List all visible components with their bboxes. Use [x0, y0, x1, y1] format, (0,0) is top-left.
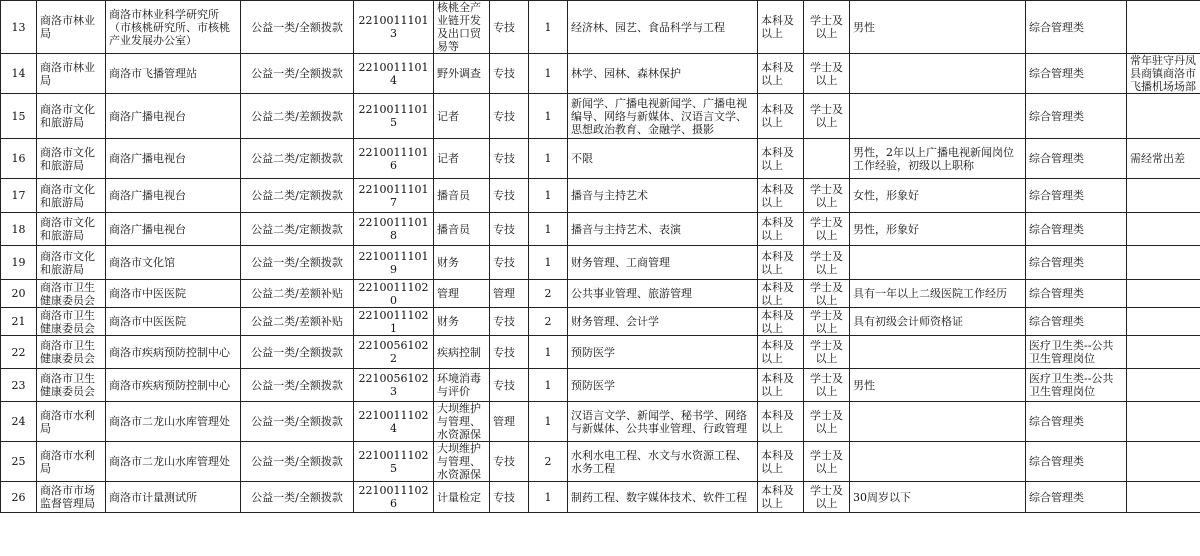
cell-position-name: 野外调查 — [434, 54, 490, 94]
cell-position-name: 播音员 — [434, 179, 490, 213]
cell-exam-category: 综合管理类 — [1026, 246, 1127, 280]
cell-category: 专技 — [490, 179, 529, 213]
table-row — [1, 482, 1200, 513]
cell-other-requirements: 男性，2年以上广播电视新闻岗位工作经验，初级以上职称 — [850, 139, 1026, 179]
cell-unit: 商洛广播电视台 — [106, 94, 241, 139]
cell-note — [1127, 402, 1200, 442]
cell-unit: 商洛市疾病预防控制中心 — [106, 369, 241, 402]
cell-exam-category: 综合管理类 — [1026, 308, 1127, 336]
cell-department: 商洛市文化和旅游局 — [37, 94, 106, 139]
cell-department: 商洛市文化和旅游局 — [37, 213, 106, 246]
cell-position-code: 22100561022 — [354, 336, 434, 369]
cell-unit-type: 公益二类/定额拨款 — [241, 179, 354, 213]
cell-category: 专技 — [490, 369, 529, 402]
cell-department: 商洛市卫生健康委员会 — [37, 308, 106, 336]
cell-other-requirements: 男性，形象好 — [850, 213, 1026, 246]
cell-count: 1 — [529, 369, 568, 402]
cell-position-name: 疾病控制 — [434, 336, 490, 369]
cell-position-name: 记者 — [434, 94, 490, 139]
cell-other-requirements — [850, 54, 1026, 94]
cell-position-code: 22100561023 — [354, 369, 434, 402]
cell-position-code: 22100111026 — [354, 482, 434, 513]
cell-count: 1 — [529, 179, 568, 213]
table-row — [1, 54, 1200, 94]
cell-major: 财务管理、工商管理 — [568, 246, 758, 280]
cell-exam-category: 综合管理类 — [1026, 402, 1127, 442]
cell-degree: 学士及以上 — [804, 1, 850, 54]
cell-education: 本科及以上 — [758, 246, 804, 280]
cell-category: 专技 — [490, 213, 529, 246]
cell-category: 管理 — [490, 402, 529, 442]
cell-degree: 学士及以上 — [804, 336, 850, 369]
cell-category: 专技 — [490, 1, 529, 54]
cell-seq: 24 — [1, 402, 37, 442]
cell-unit-type: 公益一类/全额拨款 — [241, 246, 354, 280]
table-row — [1, 280, 1200, 308]
cell-other-requirements: 男性 — [850, 369, 1026, 402]
cell-degree: 学士及以上 — [804, 179, 850, 213]
cell-seq: 26 — [1, 482, 37, 513]
cell-count: 2 — [529, 442, 568, 482]
cell-note — [1127, 442, 1200, 482]
table-row — [1, 1, 1200, 54]
cell-seq: 23 — [1, 369, 37, 402]
cell-major: 制药工程、数字媒体技术、软件工程 — [568, 482, 758, 513]
table-row — [1, 402, 1200, 442]
cell-education: 本科及以上 — [758, 442, 804, 482]
cell-count: 1 — [529, 213, 568, 246]
cell-department: 商洛市文化和旅游局 — [37, 139, 106, 179]
cell-position-code: 22100111014 — [354, 54, 434, 94]
cell-exam-category: 综合管理类 — [1026, 213, 1127, 246]
cell-count: 1 — [529, 1, 568, 54]
cell-position-name: 播音员 — [434, 213, 490, 246]
cell-education: 本科及以上 — [758, 139, 804, 179]
cell-department: 商洛市文化和旅游局 — [37, 246, 106, 280]
cell-unit-type: 公益一类/全额拨款 — [241, 369, 354, 402]
cell-seq: 21 — [1, 308, 37, 336]
cell-position-name: 大坝维护与管理、水资源保 — [434, 402, 490, 442]
cell-category: 专技 — [490, 54, 529, 94]
cell-education: 本科及以上 — [758, 482, 804, 513]
table-row — [1, 442, 1200, 482]
cell-count: 1 — [529, 139, 568, 179]
cell-other-requirements: 女性，形象好 — [850, 179, 1026, 213]
cell-position-code: 22100111015 — [354, 94, 434, 139]
cell-seq: 22 — [1, 336, 37, 369]
cell-major: 播音与主持艺术、表演 — [568, 213, 758, 246]
cell-position-code: 22100111016 — [354, 139, 434, 179]
cell-education: 本科及以上 — [758, 179, 804, 213]
cell-unit-type: 公益一类/全额拨款 — [241, 482, 354, 513]
cell-exam-category: 综合管理类 — [1026, 442, 1127, 482]
cell-position-code: 22100111017 — [354, 179, 434, 213]
cell-unit: 商洛市二龙山水库管理处 — [106, 442, 241, 482]
table-row — [1, 369, 1200, 402]
cell-position-code: 22100111019 — [354, 246, 434, 280]
cell-other-requirements — [850, 246, 1026, 280]
cell-degree: 学士及以上 — [804, 442, 850, 482]
cell-category: 专技 — [490, 308, 529, 336]
cell-unit-type: 公益二类/差额补贴 — [241, 308, 354, 336]
cell-category: 专技 — [490, 336, 529, 369]
cell-department: 商洛市林业局 — [37, 1, 106, 54]
cell-category: 管理 — [490, 280, 529, 308]
cell-major: 水利水电工程、水文与水资源工程、水务工程 — [568, 442, 758, 482]
cell-note — [1127, 280, 1200, 308]
table-row — [1, 139, 1200, 179]
cell-unit: 商洛广播电视台 — [106, 139, 241, 179]
cell-position-name: 计量检定 — [434, 482, 490, 513]
cell-note: 需经常出差 — [1127, 139, 1200, 179]
cell-position-code: 22100111025 — [354, 442, 434, 482]
cell-seq: 19 — [1, 246, 37, 280]
cell-position-code: 22100111020 — [354, 280, 434, 308]
cell-count: 1 — [529, 94, 568, 139]
cell-other-requirements: 30周岁以下 — [850, 482, 1026, 513]
table-row — [1, 94, 1200, 139]
cell-position-name: 核桃全产业链开发及出口贸易等 — [434, 1, 490, 54]
cell-seq: 13 — [1, 1, 37, 54]
cell-category: 专技 — [490, 94, 529, 139]
cell-unit-type: 公益二类/差额补贴 — [241, 280, 354, 308]
cell-seq: 20 — [1, 280, 37, 308]
cell-position-code: 22100111013 — [354, 1, 434, 54]
cell-seq: 25 — [1, 442, 37, 482]
cell-count: 1 — [529, 482, 568, 513]
cell-major: 经济林、园艺、食品科学与工程 — [568, 1, 758, 54]
cell-other-requirements — [850, 402, 1026, 442]
cell-unit: 商洛市林业科学研究所（市核桃研究所、市核桃产业发展办公室） — [106, 1, 241, 54]
table-row — [1, 308, 1200, 336]
cell-exam-category: 医疗卫生类--公共卫生管理岗位 — [1026, 336, 1127, 369]
cell-other-requirements: 男性 — [850, 1, 1026, 54]
cell-exam-category: 综合管理类 — [1026, 179, 1127, 213]
cell-position-name: 环境消毒与评价 — [434, 369, 490, 402]
cell-unit: 商洛市疾病预防控制中心 — [106, 336, 241, 369]
cell-count: 1 — [529, 246, 568, 280]
cell-exam-category: 综合管理类 — [1026, 54, 1127, 94]
cell-seq: 15 — [1, 94, 37, 139]
cell-other-requirements — [850, 94, 1026, 139]
cell-education: 本科及以上 — [758, 402, 804, 442]
cell-seq: 17 — [1, 179, 37, 213]
cell-major: 新闻学、广播电视新闻学、广播电视编导、网络与新媒体、汉语言文学、思想政治教育、金融学、摄影 — [568, 94, 758, 139]
cell-unit: 商洛市中医医院 — [106, 308, 241, 336]
cell-unit-type: 公益二类/定额拨款 — [241, 139, 354, 179]
table-row — [1, 213, 1200, 246]
table-row — [1, 336, 1200, 369]
cell-education: 本科及以上 — [758, 213, 804, 246]
cell-unit-type: 公益一类/全额拨款 — [241, 442, 354, 482]
cell-education: 本科及以上 — [758, 280, 804, 308]
cell-note — [1127, 482, 1200, 513]
cell-other-requirements: 具有初级会计师资格证 — [850, 308, 1026, 336]
cell-count: 1 — [529, 402, 568, 442]
cell-department: 商洛市卫生健康委员会 — [37, 336, 106, 369]
cell-other-requirements: 具有一年以上二级医院工作经历 — [850, 280, 1026, 308]
cell-degree: 学士及以上 — [804, 94, 850, 139]
cell-department: 商洛市卫生健康委员会 — [37, 369, 106, 402]
cell-seq: 14 — [1, 54, 37, 94]
table-row — [1, 179, 1200, 213]
cell-degree: 学士及以上 — [804, 213, 850, 246]
cell-category: 专技 — [490, 482, 529, 513]
cell-unit: 商洛市飞播管理站 — [106, 54, 241, 94]
cell-unit-type: 公益一类/全额拨款 — [241, 402, 354, 442]
cell-position-name: 管理 — [434, 280, 490, 308]
cell-exam-category: 综合管理类 — [1026, 1, 1127, 54]
cell-degree: 学士及以上 — [804, 369, 850, 402]
cell-major: 汉语言文学、新闻学、秘书学、网络与新媒体、公共事业管理、行政管理 — [568, 402, 758, 442]
cell-unit-type: 公益一类/全额拨款 — [241, 336, 354, 369]
cell-note — [1127, 1, 1200, 54]
cell-other-requirements — [850, 336, 1026, 369]
cell-unit: 商洛市中医医院 — [106, 280, 241, 308]
cell-degree: 学士及以上 — [804, 308, 850, 336]
table-row — [1, 246, 1200, 280]
cell-exam-category: 综合管理类 — [1026, 482, 1127, 513]
cell-major: 播音与主持艺术 — [568, 179, 758, 213]
cell-note — [1127, 179, 1200, 213]
cell-position-name: 记者 — [434, 139, 490, 179]
cell-count: 1 — [529, 336, 568, 369]
cell-position-code: 22100111024 — [354, 402, 434, 442]
cell-major: 林学、园林、森林保护 — [568, 54, 758, 94]
cell-position-name: 大坝维护与管理、水资源保 — [434, 442, 490, 482]
cell-department: 商洛市市场监督管理局 — [37, 482, 106, 513]
cell-category: 专技 — [490, 442, 529, 482]
cell-department: 商洛市水利局 — [37, 442, 106, 482]
cell-unit-type: 公益二类/定额拨款 — [241, 213, 354, 246]
cell-position-code: 22100111018 — [354, 213, 434, 246]
cell-degree: 学士及以上 — [804, 246, 850, 280]
cell-count: 2 — [529, 308, 568, 336]
cell-degree — [804, 139, 850, 179]
cell-note — [1127, 213, 1200, 246]
cell-unit-type: 公益二类/差额拨款 — [241, 94, 354, 139]
cell-note — [1127, 308, 1200, 336]
cell-seq: 16 — [1, 139, 37, 179]
cell-note — [1127, 369, 1200, 402]
cell-major: 不限 — [568, 139, 758, 179]
cell-seq: 18 — [1, 213, 37, 246]
cell-education: 本科及以上 — [758, 336, 804, 369]
cell-exam-category: 医疗卫生类--公共卫生管理岗位 — [1026, 369, 1127, 402]
cell-department: 商洛市水利局 — [37, 402, 106, 442]
cell-unit: 商洛广播电视台 — [106, 179, 241, 213]
cell-education: 本科及以上 — [758, 94, 804, 139]
cell-note — [1127, 94, 1200, 139]
cell-position-name: 财务 — [434, 308, 490, 336]
cell-unit-type: 公益一类/全额拨款 — [241, 1, 354, 54]
cell-education: 本科及以上 — [758, 54, 804, 94]
cell-major: 预防医学 — [568, 369, 758, 402]
cell-unit: 商洛市二龙山水库管理处 — [106, 402, 241, 442]
cell-education: 本科及以上 — [758, 308, 804, 336]
cell-position-code: 22100111021 — [354, 308, 434, 336]
cell-category: 专技 — [490, 246, 529, 280]
cell-note: 常年驻守丹凤县商镇商洛市飞播机场场部 — [1127, 54, 1200, 94]
cell-degree: 学士及以上 — [804, 482, 850, 513]
cell-other-requirements — [850, 442, 1026, 482]
cell-degree: 学士及以上 — [804, 280, 850, 308]
cell-department: 商洛市林业局 — [37, 54, 106, 94]
cell-category: 专技 — [490, 139, 529, 179]
cell-unit: 商洛市文化馆 — [106, 246, 241, 280]
cell-exam-category: 综合管理类 — [1026, 139, 1127, 179]
cell-department: 商洛市卫生健康委员会 — [37, 280, 106, 308]
cell-unit-type: 公益一类/全额拨款 — [241, 54, 354, 94]
cell-exam-category: 综合管理类 — [1026, 94, 1127, 139]
cell-major: 财务管理、会计学 — [568, 308, 758, 336]
cell-unit: 商洛市计量测试所 — [106, 482, 241, 513]
cell-count: 1 — [529, 54, 568, 94]
cell-note — [1127, 246, 1200, 280]
cell-unit: 商洛广播电视台 — [106, 213, 241, 246]
cell-department: 商洛市文化和旅游局 — [37, 179, 106, 213]
cell-degree: 学士及以上 — [804, 54, 850, 94]
cell-exam-category: 综合管理类 — [1026, 280, 1127, 308]
cell-major: 公共事业管理、旅游管理 — [568, 280, 758, 308]
cell-education: 本科及以上 — [758, 1, 804, 54]
cell-note — [1127, 336, 1200, 369]
cell-degree: 学士及以上 — [804, 402, 850, 442]
cell-major: 预防医学 — [568, 336, 758, 369]
cell-count: 2 — [529, 280, 568, 308]
cell-education: 本科及以上 — [758, 369, 804, 402]
cell-position-name: 财务 — [434, 246, 490, 280]
